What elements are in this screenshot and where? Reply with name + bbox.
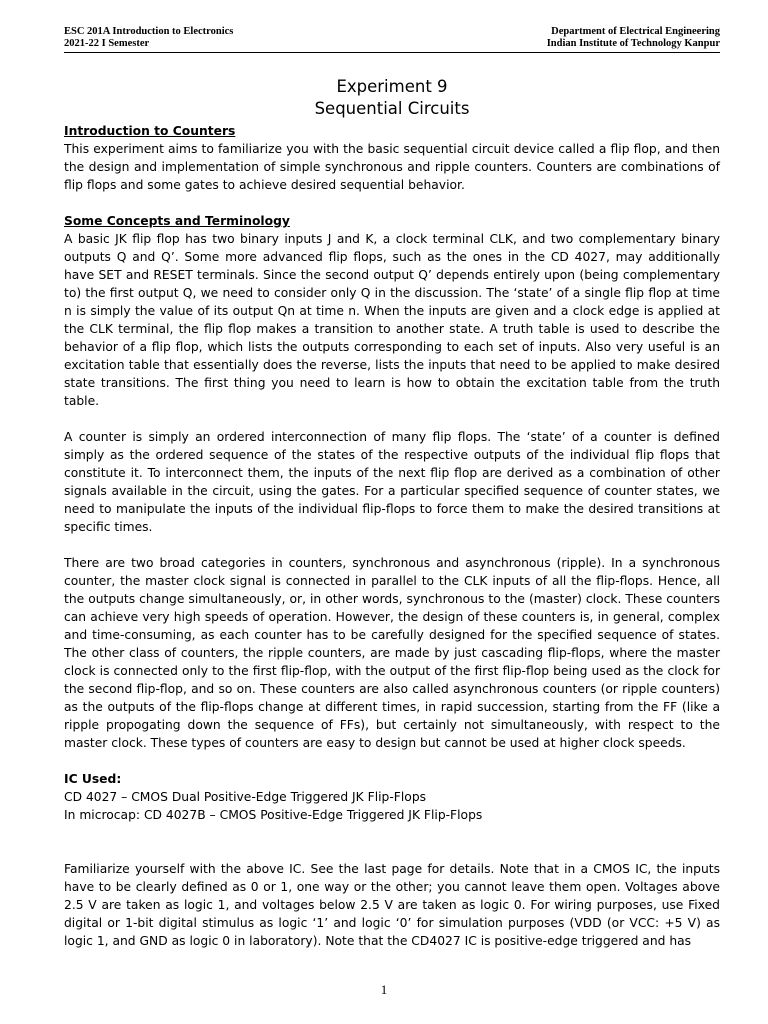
ic-line-1: CD 4027 – CMOS Dual Positive-Edge Triggered JK Flip-Flops (64, 790, 427, 804)
concepts-paragraph-2: A counter is simply an ordered interconnection of many flip flops. The ‘state’ of a counter is defined simply as the ordered sequence of the states of the respective outputs of the individual flip flops that constitute it. To interconnect them, the inputs of the next flip flop are derived as a combination of other signals available in the circuit, using the gates. For a particular specified sequence of counter states, we need to manipulate the inputs of the individual flip-flops to force them to make the desired transitions at specific times. (64, 430, 720, 534)
spacer (64, 194, 720, 212)
experiment-subtitle: Sequential Circuits (314, 99, 470, 118)
page-number: 1 (380, 982, 388, 997)
header-divider (64, 52, 720, 53)
ic-line-2: In microcap: CD 4027B – CMOS Positive-Edge Triggered JK Flip-Flops (64, 808, 483, 822)
spacer (64, 752, 720, 770)
spacer (64, 410, 720, 428)
spacer (64, 536, 720, 554)
familiarize-paragraph: Familiarize yourself with the above IC. See the last page for details. Note that in a CMOS IC, the inputs have to be clearly defined as 0 or 1, one way or the other; you cannot leave them open. Voltages above 2.5 V are taken as logic 1, and voltages below 2.5 V are taken as logic 0. For wiring purposes, use Fixed digital or 1-bit digital stimulus as logic ‘1’ and logic ‘0’ for simulation purposes (VDD (or VCC: +5 V) as logic 1, and GND as logic 0 in laboratory). Note that the CD4027 IC is positive-edge triggered and has (64, 862, 720, 948)
semester: 2021-22 I Semester (64, 38, 150, 49)
experiment-title: Experiment 9 (336, 77, 448, 96)
intro-paragraph: This experiment aims to familiarize you with the basic sequential circuit device called a flip flop, and then the design and implementation of simple synchronous and ripple counters. Counters are combinations of flip flops and some gates to achieve desired sequential behavior. (64, 142, 720, 192)
title-block (64, 76, 720, 120)
spacer (64, 824, 720, 860)
institute: Indian Institute of Technology Kanpur (546, 38, 720, 49)
concepts-heading: Some Concepts and Terminology (64, 214, 290, 228)
document-body (64, 122, 720, 950)
header-left (64, 26, 233, 50)
ic-heading: IC Used: (64, 772, 122, 786)
department: Department of Electrical Engineering (551, 26, 720, 37)
header-right (547, 26, 720, 50)
course-title: ESC 201A Introduction to Electronics (64, 26, 234, 37)
intro-heading: Introduction to Counters (64, 124, 236, 138)
concepts-paragraph-1: A basic JK flip flop has two binary inputs J and K, a clock terminal CLK, and two complementary binary outputs Q and Q’. Some more advanced flip flops, such as the ones in the CD 4027, may additionally have SET and RESET terminals. Since the second output Q’ depends entirely upon (being complementary to) the first output Q, we need to consider only Q in the discussion. The ‘state’ of a single flip flop at time n is simply the value of its output Qn at time n. When the inputs are given and a clock edge is applied at the CLK terminal, the flip flop makes a transition to another state. A truth table is used to describe the behavior of a flip flop, which lists the outputs corresponding to each set of inputs. Also very useful is an excitation table that essentially does the reverse, lists the inputs that need to be applied to make desired state transitions. The first thing you need to learn is how to obtain the excitation table from the truth table. (64, 232, 720, 408)
concepts-paragraph-3: There are two broad categories in counters, synchronous and asynchronous (ripple). In a synchronous counter, the master clock signal is connected in parallel to the CLK inputs of all the flip-flops. Hence, all the outputs change simultaneously, or, in other words, synchronous to the (master) clock. These counters can achieve very high speeds of operation. However, the design of these counters is, in general, complex and time-consuming, as each counter has to be carefully designed for the specified sequence of states. The other class of counters, the ripple counters, are made by just cascading flip-flops, where the master clock is connected only to the first flip-flop, with the output of the first flip-flop being used as the clock for the second flip-flop, and so on. These counters are also called asynchronous counters (or ripple counters) as the outputs of the flip-flops change at different times, in rapid succession, starting from the FF (like a ripple propogating down the sequence of FFs), but certainly not simultaneously, with respect to the master clock. These types of counters are easy to design but cannot be used at higher clock speeds. (64, 556, 720, 750)
